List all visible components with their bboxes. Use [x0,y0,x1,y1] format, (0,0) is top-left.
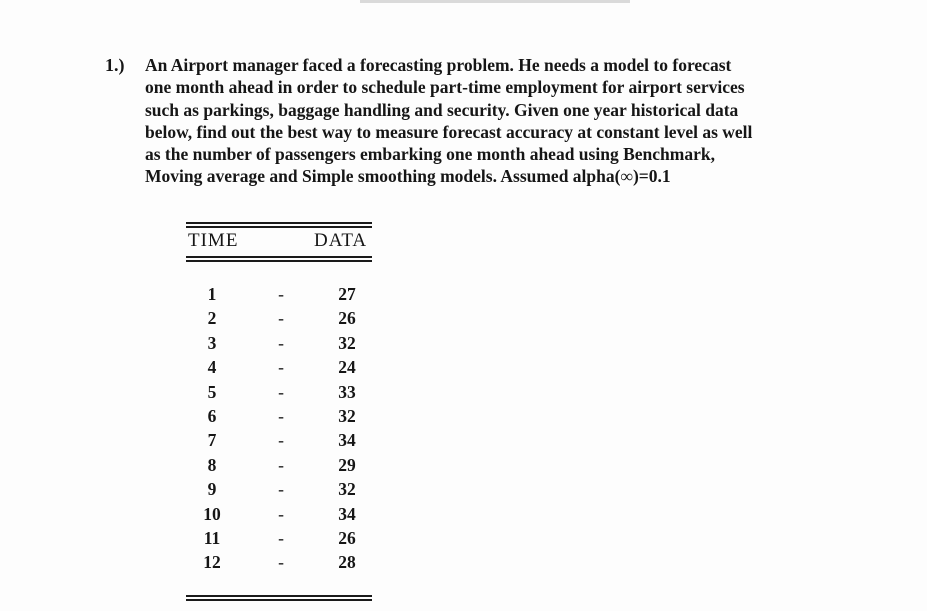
problem-line-1: An Airport manager faced a forecasting problem. He needs a model to forecast [145,55,732,75]
separator-dash: - [278,332,284,353]
time-cell: 12 [203,552,221,573]
data-cell: 33 [338,381,356,402]
separator-dash: - [278,381,284,402]
header-time: TIME [188,230,239,251]
table-row [186,284,372,309]
time-cell: 2 [207,308,217,329]
data-cell: 29 [338,454,356,475]
table-row [186,382,372,407]
data-cell: 24 [338,357,356,378]
table-row [186,504,372,529]
table-top-rule-1 [186,222,372,224]
separator-dash: - [278,503,284,524]
problem-line-3: such as parkings, baggage handling and security. Given one year historical data [145,100,739,120]
time-cell: 11 [203,528,221,548]
data-cell: 34 [338,430,356,451]
data-cell: 32 [338,479,356,500]
problem-line-2: one month ahead in order to schedule part-time employment for airport services [145,77,745,97]
data-cell: 32 [338,406,356,426]
separator-dash: - [278,479,284,500]
table-bottom-rule-2 [186,599,372,601]
separator-dash: - [278,357,284,378]
time-cell: 7 [207,430,217,451]
header-rule-1 [186,256,372,258]
time-cell: 9 [207,479,217,500]
table-row [186,357,372,382]
time-cell: 10 [203,503,221,524]
data-table [186,222,372,607]
table-row [186,552,372,577]
data-cell: 28 [338,552,356,573]
data-cell: 26 [338,308,356,329]
data-cell: 34 [338,503,356,524]
scan-shadow [360,0,630,3]
separator-dash: - [278,552,284,573]
problem-line-4: below, find out the best way to measure forecast accuracy at constant level as well [145,122,753,142]
table-row [186,333,372,358]
table-row [186,528,372,553]
header-data: DATA [314,230,368,251]
problem-line-6: Moving average and Simple smoothing models. Assumed alpha(∞)=0.1 [145,166,671,186]
time-cell: 3 [207,332,217,353]
separator-dash: - [278,430,284,451]
separator-dash: - [278,528,284,548]
separator-dash: - [278,284,284,304]
table-row [186,406,372,431]
data-cell: 32 [338,332,356,353]
time-cell: 4 [207,357,217,378]
problem-line-5: as the number of passengers embarking one month ahead using Benchmark, [145,144,715,164]
separator-dash: - [278,308,284,329]
problem-number: 1.) [105,55,125,75]
table-row [186,479,372,504]
header-rule-2 [186,260,372,262]
time-cell: 6 [207,406,217,426]
data-cell: 26 [338,528,356,548]
time-cell: 1 [207,284,217,304]
data-cell: 27 [338,284,356,304]
table-row [186,430,372,455]
time-cell: 8 [207,454,217,475]
separator-dash: - [278,406,284,426]
table-row [186,308,372,333]
table-bottom-rule-1 [186,595,372,597]
table-row [186,455,372,480]
separator-dash: - [278,454,284,475]
table-top-rule-2 [186,226,372,228]
time-cell: 5 [207,381,217,402]
